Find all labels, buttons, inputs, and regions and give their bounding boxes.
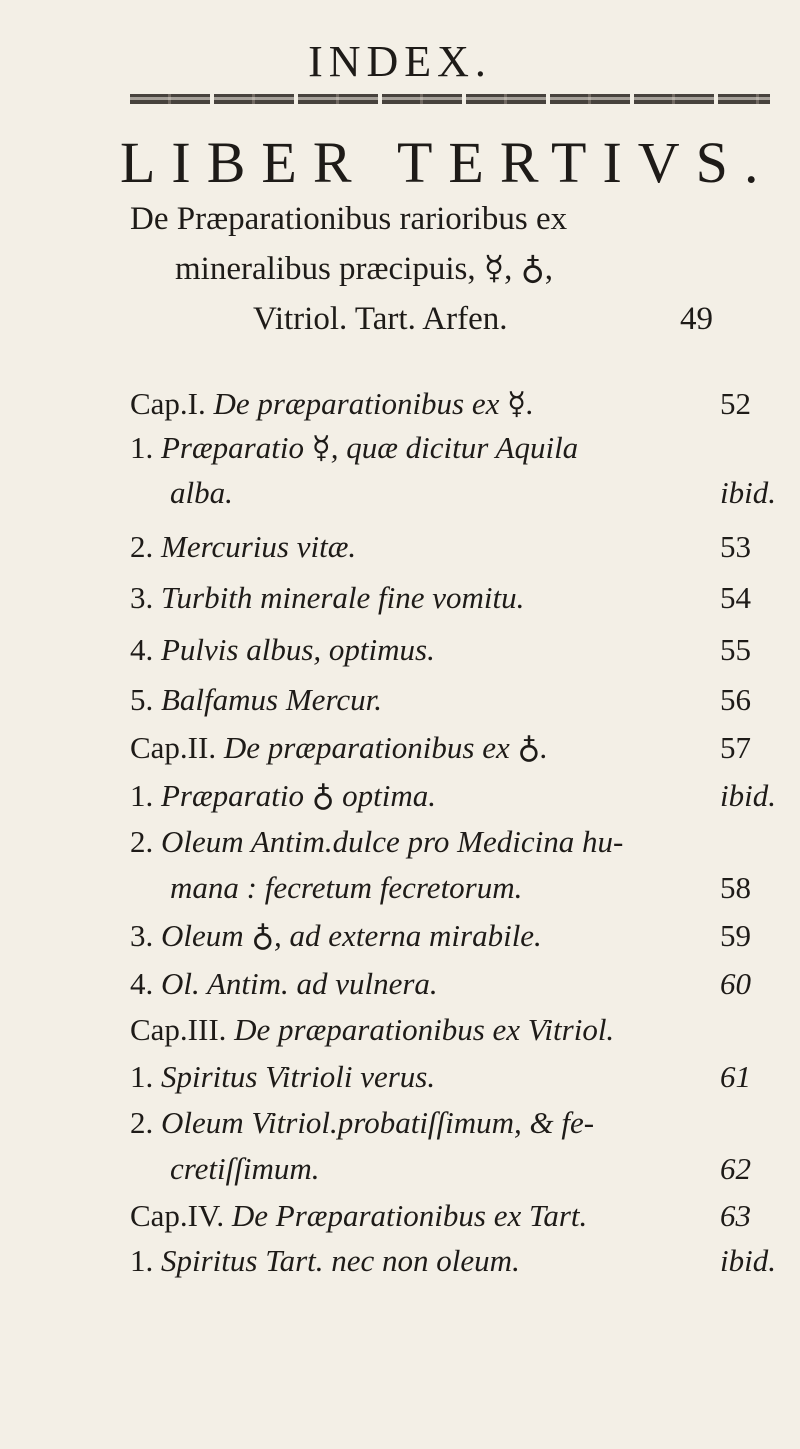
entry-page: 58 (720, 870, 751, 905)
subtitle-page-number: 49 (680, 301, 713, 337)
index-entry (0, 868, 800, 918)
index-entry (0, 630, 800, 680)
entry-page: 62 (720, 1151, 751, 1186)
entry-page: ibid. (720, 778, 776, 813)
index-entry (0, 916, 800, 966)
index-entry (0, 527, 800, 577)
entry-text: Cap.IV. De Præparationibus ex Tart. (130, 1198, 588, 1233)
entry-page: 53 (720, 529, 751, 564)
subtitle-line-2: mineralibus præcipuis, ☿, ♁, (175, 251, 554, 287)
entry-text: 3. Oleum ♁, ad externa mirabile. (130, 918, 542, 953)
entry-text: 4. Ol. Antim. ad vulnera. (130, 966, 438, 1001)
index-entry (0, 822, 800, 872)
index-entry (0, 473, 800, 523)
entry-page: 59 (720, 918, 751, 953)
entry-page: ibid. (720, 475, 776, 510)
entry-text: cretiſſimum. (170, 1151, 320, 1186)
entry-text: alba. (170, 475, 233, 510)
entry-text: 2. Oleum Vitriol.probatiſſimum, & fe- (130, 1105, 595, 1140)
entry-text: Cap.II. De præparationibus ex ♁. (130, 730, 548, 765)
entry-page: 61 (720, 1059, 751, 1094)
running-header: INDEX. (308, 37, 492, 86)
index-entry (0, 1196, 800, 1246)
index-entry (0, 1057, 800, 1107)
entry-page: 54 (720, 580, 751, 615)
index-entry (0, 384, 800, 434)
entry-text: 1. Præparatio ♁ optima. (130, 778, 436, 813)
subtitle-line-1: De Præparationibus rarioribus ex (130, 201, 568, 237)
entry-text: 2. Oleum Antim.dulce pro Medicina hu- (130, 824, 624, 859)
entry-text: 2. Mercurius vitæ. (130, 529, 357, 564)
index-entry (0, 578, 800, 628)
entry-page: 52 (720, 386, 751, 421)
entry-page: 60 (720, 966, 751, 1001)
entry-text: 1. Præparatio ☿, quæ dicitur Aquila (130, 430, 579, 465)
entry-text: 1. Spiritus Vitrioli verus. (130, 1059, 436, 1094)
index-entry (0, 1103, 800, 1153)
entry-text: Cap.III. De præparationibus ex Vitriol. (130, 1012, 615, 1047)
entry-page: 63 (720, 1198, 751, 1233)
entry-page: 55 (720, 632, 751, 667)
entry-text: 4. Pulvis albus, optimus. (130, 632, 435, 667)
index-entry (0, 680, 800, 730)
index-entry (0, 964, 800, 1014)
entry-text: Cap.I. De præparationibus ex ☿. (130, 386, 534, 421)
index-entry (0, 776, 800, 826)
entry-text: 1. Spiritus Tart. nec non oleum. (130, 1243, 520, 1278)
entry-page: ibid. (720, 1243, 776, 1278)
entry-text: 3. Turbith minerale fine vomitu. (130, 580, 525, 615)
entry-text: 5. Balfamus Mercur. (130, 682, 382, 717)
ornamental-rule (130, 94, 770, 104)
index-entry (0, 1149, 800, 1199)
index-entry (0, 1010, 800, 1060)
entry-page: 56 (720, 682, 751, 717)
book-title: LIBER TERTIVS. (120, 130, 775, 195)
index-entry (0, 728, 800, 778)
index-entry (0, 1241, 800, 1291)
entry-page: 57 (720, 730, 751, 765)
entry-text: mana : fecretum fecretorum. (170, 870, 523, 905)
subtitle-line-3: Vitriol. Tart. Arfen. (253, 301, 508, 337)
index-entry (0, 428, 800, 478)
